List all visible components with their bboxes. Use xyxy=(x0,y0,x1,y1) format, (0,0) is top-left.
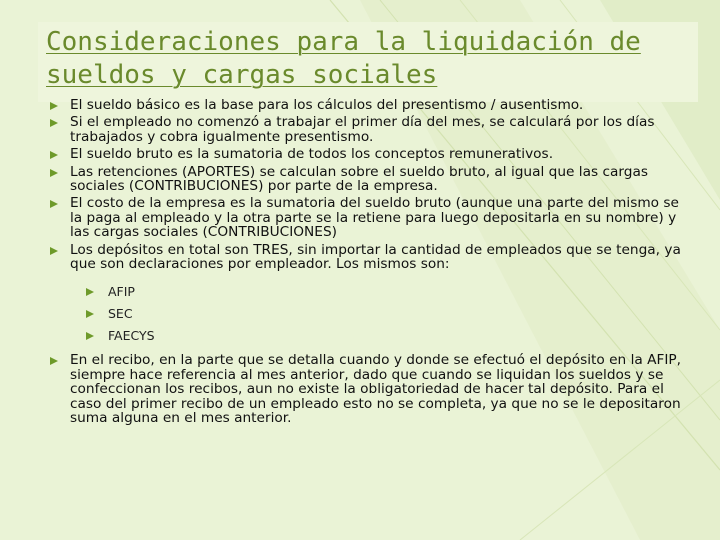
sub-bullet-text: FAECYS xyxy=(108,328,155,344)
sub-bullet-text: AFIP xyxy=(108,284,135,300)
sub-bullet-text: SEC xyxy=(108,306,133,322)
bullet-arrow-icon xyxy=(86,310,94,318)
bullet-arrow-icon xyxy=(50,151,58,159)
bullet-item xyxy=(46,165,686,194)
bullet-item xyxy=(46,353,686,425)
bullet-arrow-icon xyxy=(86,288,94,296)
sub-bullet-item xyxy=(70,303,686,325)
bullet-item xyxy=(46,196,686,239)
bullet-item xyxy=(46,115,686,144)
bullet-arrow-icon xyxy=(50,169,58,177)
bullet-text: Si el empleado no comenzó a trabajar el primer día del mes, se calculará por los días trabajados y cobra igualmente presentismo. xyxy=(70,114,655,145)
bullet-arrow-icon xyxy=(50,247,58,255)
bullet-text: Los depósitos en total son TRES, sin importar la cantidad de empleados que se tenga, ya que son declaraciones por empleador. Los mismos son: xyxy=(70,241,681,273)
slide-title: Consideraciones para la liquidación de sueldos y cargas sociales xyxy=(46,27,641,90)
bullet-item xyxy=(46,147,686,161)
bullet-text: Las retenciones (APORTES) se calculan sobre el sueldo bruto, al igual que las cargas sociales (CONTRIBUCIONES) por parte de la empresa. xyxy=(70,163,648,195)
bullet-list xyxy=(46,98,686,426)
bullet-text: El costo de la empresa es la sumatoria del sueldo bruto (aunque una parte del mismo se la paga al empleado y la otra parte se la retiene para luego depositarla en su nombre) y las cargas sociales (CONTRIBUCIONES) xyxy=(70,195,679,241)
bullet-arrow-icon xyxy=(50,119,58,127)
bullet-item xyxy=(46,98,686,112)
sub-bullet-list xyxy=(70,281,686,347)
bullet-arrow-icon xyxy=(86,332,94,340)
bullet-text: El sueldo básico es la base para los cálculos del presentismo / ausentismo. xyxy=(70,97,584,113)
sub-bullet-item xyxy=(70,325,686,347)
bullet-item xyxy=(46,243,686,348)
bullet-text: En el recibo, en la parte que se detalla cuando y donde se efectuó el depósito en la AFIP, siempre hace referencia al mes anterior, dado que cuando se liquidan los sueldos y se confeccionan los recibos, aun no existe la obligatoriedad de hacer tal depósito. Para el caso del primer recibo de un empleado esto no se completa, ya que no se le depositaron suma alguna en el mes anterior. xyxy=(70,352,681,427)
bullet-text: El sueldo bruto es la sumatoria de todos los conceptos remunerativos. xyxy=(70,146,554,163)
bullet-arrow-icon xyxy=(50,200,58,208)
bullet-arrow-icon xyxy=(50,102,58,110)
sub-bullet-item xyxy=(70,281,686,303)
bullet-arrow-icon xyxy=(50,357,58,365)
